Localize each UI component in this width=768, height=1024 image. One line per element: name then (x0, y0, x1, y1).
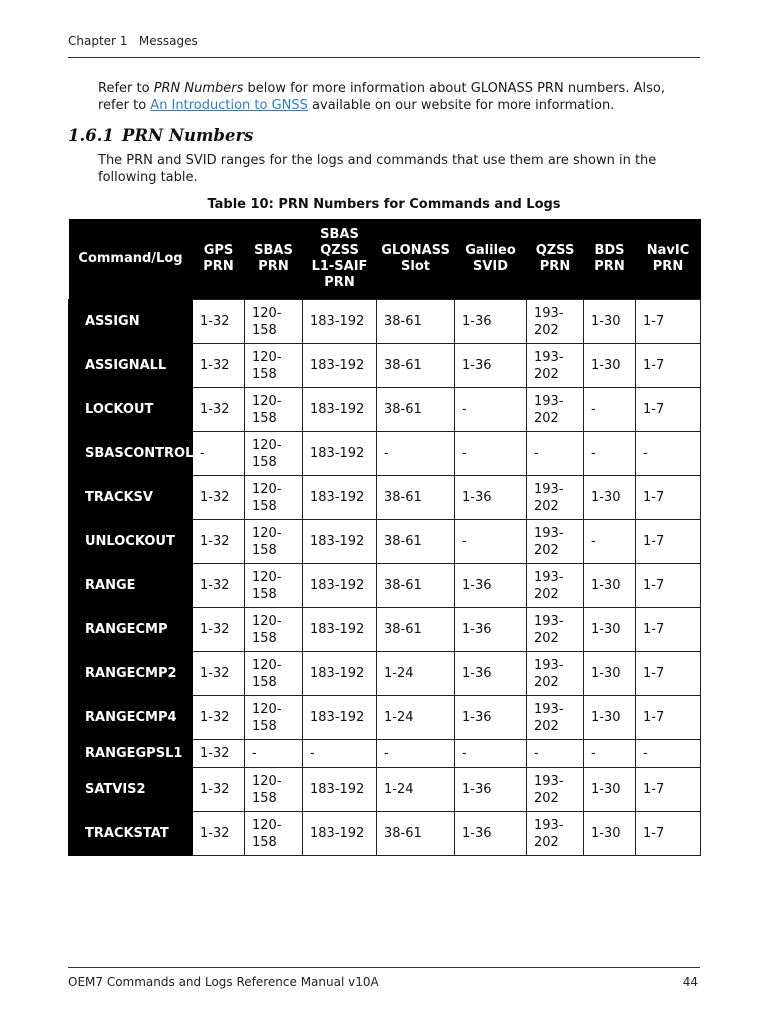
table-cell: 193-202 (527, 300, 584, 344)
command-log-name: SBASCONTROL (69, 432, 193, 476)
table-row (69, 652, 701, 696)
table-cell: - (193, 432, 245, 476)
table-cell: 38-61 (377, 520, 455, 564)
table-cell: 1-7 (636, 344, 701, 388)
header-divider (68, 57, 700, 58)
command-log-name: SATVIS2 (69, 768, 193, 812)
command-log-name: RANGECMP (69, 608, 193, 652)
table-cell: 120-158 (245, 768, 303, 812)
table-cell: 38-61 (377, 608, 455, 652)
table-cell: 193-202 (527, 696, 584, 740)
footer-manual-title: OEM7 Commands and Logs Reference Manual v10A (68, 975, 379, 989)
table-cell: 1-30 (584, 696, 636, 740)
chapter-label: Chapter 1 (68, 34, 128, 48)
table-row (69, 768, 701, 812)
table-cell: 1-7 (636, 388, 701, 432)
command-log-name: RANGE (69, 564, 193, 608)
table-cell: 183-192 (303, 300, 377, 344)
table-cell: - (377, 432, 455, 476)
table-cell: 1-30 (584, 812, 636, 856)
table-cell: 183-192 (303, 812, 377, 856)
table-cell: 193-202 (527, 812, 584, 856)
column-header: SBAS QZSS L1-SAIF PRN (303, 219, 377, 300)
table-cell: - (377, 740, 455, 768)
section-heading (68, 126, 253, 145)
table-cell: 38-61 (377, 812, 455, 856)
column-header: BDS PRN (584, 219, 636, 300)
table-cell: 120-158 (245, 388, 303, 432)
table-row (69, 564, 701, 608)
table-cell: 38-61 (377, 388, 455, 432)
footer-divider (68, 967, 700, 968)
table-row (69, 740, 701, 768)
intro-text-3: available on our website for more information. (307, 98, 615, 113)
command-log-name: RANGECMP4 (69, 696, 193, 740)
table-cell: 1-32 (193, 300, 245, 344)
table-cell: 1-7 (636, 476, 701, 520)
table-cell: 183-192 (303, 520, 377, 564)
table-cell: 120-158 (245, 564, 303, 608)
table-cell: 193-202 (527, 388, 584, 432)
table-cell: 1-7 (636, 812, 701, 856)
table-cell: 120-158 (245, 432, 303, 476)
intro-paragraph (98, 80, 698, 114)
table-cell: 1-36 (455, 696, 527, 740)
table-cell: 193-202 (527, 564, 584, 608)
table-cell: - (584, 520, 636, 564)
table-cell: 1-7 (636, 696, 701, 740)
table-cell: 1-30 (584, 564, 636, 608)
table-cell: 1-36 (455, 812, 527, 856)
table-cell: 1-36 (455, 564, 527, 608)
table-cell: 38-61 (377, 344, 455, 388)
table-row (69, 300, 701, 344)
table-cell: 38-61 (377, 300, 455, 344)
table-cell: 1-32 (193, 812, 245, 856)
table-cell: 1-36 (455, 344, 527, 388)
table-cell: 120-158 (245, 696, 303, 740)
table-cell: 193-202 (527, 768, 584, 812)
table-cell: - (584, 388, 636, 432)
table-row (69, 812, 701, 856)
table-row (69, 432, 701, 476)
table-cell: 1-30 (584, 344, 636, 388)
command-log-name: ASSIGNALL (69, 344, 193, 388)
table-cell: 120-158 (245, 300, 303, 344)
section-paragraph: The PRN and SVID ranges for the logs and commands that use them are shown in the following table. (98, 153, 657, 185)
table-cell: 38-61 (377, 476, 455, 520)
table-cell: 1-32 (193, 740, 245, 768)
table-cell: 1-32 (193, 520, 245, 564)
table-cell: 1-7 (636, 652, 701, 696)
table-cell: 1-32 (193, 476, 245, 520)
table-row (69, 520, 701, 564)
column-header: Galileo SVID (455, 219, 527, 300)
table-cell: 1-30 (584, 300, 636, 344)
table-cell: - (527, 432, 584, 476)
table-cell: - (455, 740, 527, 768)
intro-text-1: Refer to (98, 81, 154, 96)
table-cell: - (636, 740, 701, 768)
table-cell: 120-158 (245, 476, 303, 520)
page-number: 44 (682, 975, 698, 989)
table-cell: 120-158 (245, 520, 303, 564)
table-cell: 120-158 (245, 608, 303, 652)
table-cell: - (584, 740, 636, 768)
command-log-name: TRACKSTAT (69, 812, 193, 856)
table-cell: 183-192 (303, 432, 377, 476)
table-cell: 193-202 (527, 344, 584, 388)
table-cell: 183-192 (303, 564, 377, 608)
column-header: SBAS PRN (245, 219, 303, 300)
table-row (69, 344, 701, 388)
table-cell: - (245, 740, 303, 768)
table-cell: 1-7 (636, 300, 701, 344)
table-cell: 193-202 (527, 652, 584, 696)
gnss-intro-link[interactable]: An Introduction to GNSS (150, 98, 308, 113)
table-cell: 1-32 (193, 696, 245, 740)
table-cell: - (455, 388, 527, 432)
prn-numbers-reference: PRN Numbers (153, 81, 244, 96)
table-row (69, 388, 701, 432)
table-cell: - (584, 432, 636, 476)
table-cell: 183-192 (303, 768, 377, 812)
column-header: GLONASS Slot (377, 219, 455, 300)
table-cell: 1-32 (193, 388, 245, 432)
column-header: NavIC PRN (636, 219, 701, 300)
table-cell: 1-36 (455, 300, 527, 344)
table-cell: 1-24 (377, 652, 455, 696)
table-cell: 1-32 (193, 564, 245, 608)
command-log-name: UNLOCKOUT (69, 520, 193, 564)
table-cell: - (636, 432, 701, 476)
table-body (69, 300, 701, 856)
table-cell: 183-192 (303, 476, 377, 520)
table-caption: Table 10: PRN Numbers for Commands and Logs (207, 197, 561, 212)
table-header-row (69, 219, 701, 300)
running-header (68, 34, 198, 48)
table-cell: 193-202 (527, 520, 584, 564)
table-cell: 38-61 (377, 564, 455, 608)
table-cell: 1-24 (377, 696, 455, 740)
column-header: GPS PRN (193, 219, 245, 300)
table-cell: - (455, 520, 527, 564)
section-title: PRN Numbers (121, 126, 254, 145)
table-cell: 1-30 (584, 768, 636, 812)
chapter-title: Messages (138, 34, 198, 48)
table-cell: 1-32 (193, 768, 245, 812)
table-cell: 1-36 (455, 652, 527, 696)
table-cell: 183-192 (303, 608, 377, 652)
table-cell: 120-158 (245, 344, 303, 388)
table-cell: 120-158 (245, 652, 303, 696)
table-cell: 1-36 (455, 476, 527, 520)
table-cell: - (527, 740, 584, 768)
column-header: Command/Log (69, 219, 193, 300)
table-cell: - (455, 432, 527, 476)
command-log-name: RANGEGPSL1 (69, 740, 193, 768)
table-cell: 1-7 (636, 608, 701, 652)
table-cell: 1-24 (377, 768, 455, 812)
command-log-name: ASSIGN (69, 300, 193, 344)
intro-text-2: below for more information about GLONASS PRN numbers. Also, refer to (98, 81, 665, 113)
table-row (69, 476, 701, 520)
table-cell: 1-32 (193, 608, 245, 652)
table-cell: 1-30 (584, 608, 636, 652)
table-cell: 193-202 (527, 608, 584, 652)
table-cell: 183-192 (303, 696, 377, 740)
command-log-name: RANGECMP2 (69, 652, 193, 696)
table-row (69, 696, 701, 740)
table-cell: 183-192 (303, 652, 377, 696)
section-number: 1.6.1 (68, 126, 114, 145)
table-cell: 193-202 (527, 476, 584, 520)
table-cell: 120-158 (245, 812, 303, 856)
column-header: QZSS PRN (527, 219, 584, 300)
table-cell: 1-36 (455, 768, 527, 812)
table-cell: 1-32 (193, 652, 245, 696)
table-cell: 1-30 (584, 476, 636, 520)
table-cell: 1-36 (455, 608, 527, 652)
table-cell: 1-7 (636, 768, 701, 812)
table-cell: 1-7 (636, 564, 701, 608)
command-log-name: LOCKOUT (69, 388, 193, 432)
table-cell: 1-7 (636, 520, 701, 564)
table-row (69, 608, 701, 652)
prn-table (68, 219, 701, 856)
table-cell: 1-30 (584, 652, 636, 696)
table-cell: - (303, 740, 377, 768)
table-cell: 183-192 (303, 388, 377, 432)
command-log-name: TRACKSV (69, 476, 193, 520)
table-cell: 183-192 (303, 344, 377, 388)
table-cell: 1-32 (193, 344, 245, 388)
